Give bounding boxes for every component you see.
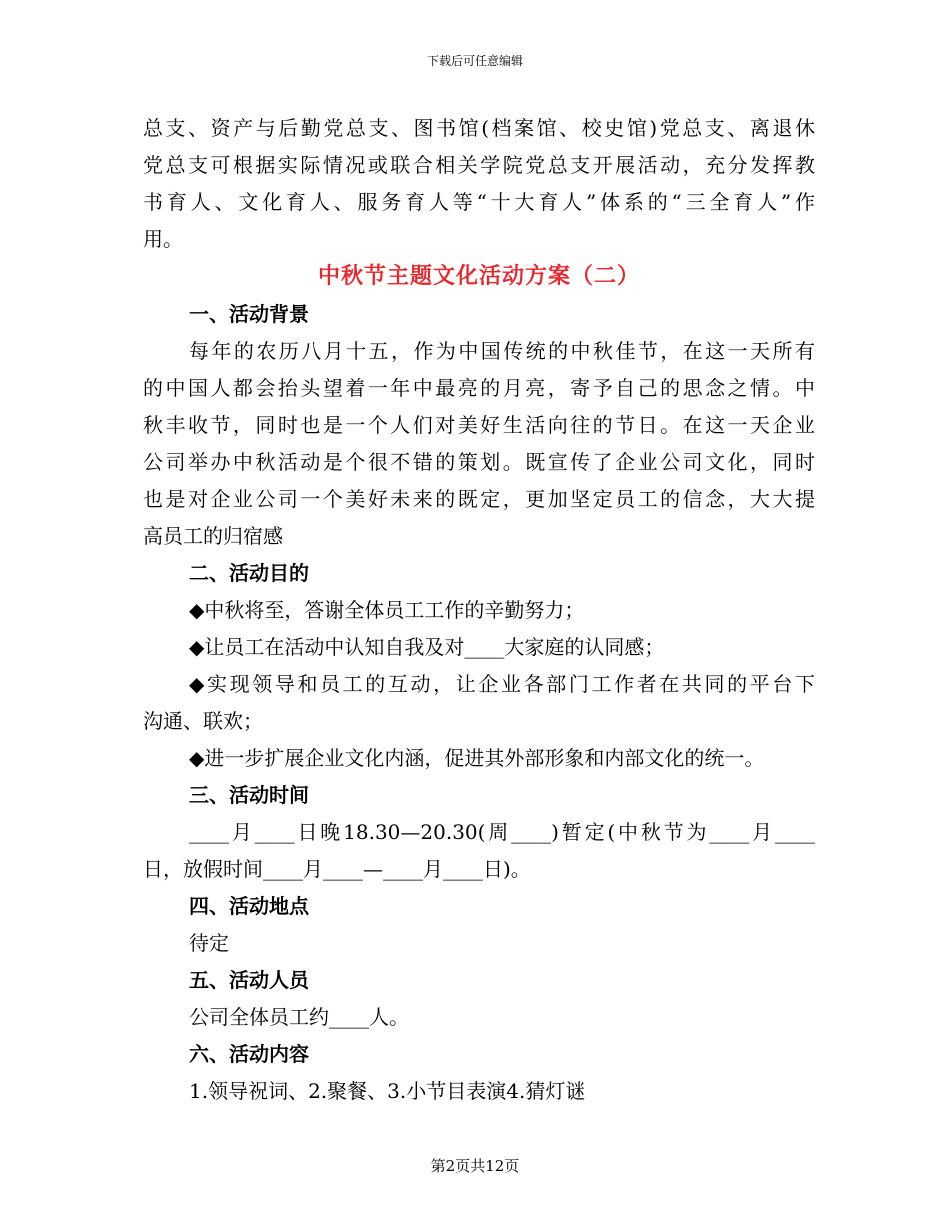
paragraph-line: 秋丰收节，同时也是一个人们对美好生活向往的节日。在这一天企业 xyxy=(143,413,815,437)
section-heading-content: 六、活动内容 xyxy=(189,1042,309,1066)
section-heading-location: 四、活动地点 xyxy=(189,894,309,918)
paragraph-line: 1.领导祝词、2.聚餐、3.小节目表演4.猜灯谜 xyxy=(189,1079,586,1103)
intro-line: 总支、资产与后勤党总支、图书馆(档案馆、校史馆)党总支、离退休 xyxy=(143,116,815,140)
paragraph-line: 也是对企业公司一个美好未来的既定，更加坚定员工的信念，大大提 xyxy=(143,487,815,511)
section-heading-time: 三、活动时间 xyxy=(189,783,309,807)
paragraph-line: 日，放假时间____月____—____月____日)。 xyxy=(143,857,531,881)
section-heading-purpose: 二、活动目的 xyxy=(189,561,309,585)
list-item: ◆让员工在活动中认知自我及对____大家庭的认同感； xyxy=(189,635,665,659)
list-item: ◆进一步扩展企业文化内涵，促进其外部形象和内部文化的统一。 xyxy=(189,746,765,770)
paragraph-line: 公司全体员工约____人。 xyxy=(189,1005,409,1029)
paragraph-line: ____月____日晚18.30—20.30(周____)暂定(中秋节为____月____ xyxy=(189,820,815,844)
paragraph-line: 公司举办中秋活动是个很不错的策划。既宣传了企业公司文化，同时 xyxy=(143,450,815,474)
paragraph-line: 待定 xyxy=(189,931,229,955)
intro-line: 党总支可根据实际情况或联合相关学院党总支开展活动，充分发挥教 xyxy=(143,153,815,177)
list-item: ◆中秋将至，答谢全体员工工作的辛勤努力； xyxy=(189,598,585,622)
intro-line: 用。 xyxy=(143,227,183,251)
list-item-continuation: 沟通、联欢； xyxy=(143,709,263,733)
document-title: 中秋节主题文化活动方案（二） xyxy=(317,264,640,289)
paragraph-line: 高员工的归宿感 xyxy=(143,524,283,548)
section-heading-background: 一、活动背景 xyxy=(189,302,309,326)
section-heading-participants: 五、活动人员 xyxy=(189,968,309,992)
intro-line: 书育人、文化育人、服务育人等“十大育人”体系的“三全育人”作 xyxy=(143,190,815,214)
page-header: 下载后可任意编辑 xyxy=(426,54,523,68)
paragraph-line: 的中国人都会抬头望着一年中最亮的月亮，寄予自己的思念之情。中 xyxy=(143,376,815,400)
paragraph-line: 每年的农历八月十五，作为中国传统的中秋佳节，在这一天所有 xyxy=(189,339,815,363)
list-item: ◆实现领导和员工的互动，让企业各部门工作者在共同的平台下 xyxy=(189,672,815,696)
page-footer: 第2页共12页 xyxy=(430,1157,520,1175)
document-body xyxy=(143,110,815,1110)
